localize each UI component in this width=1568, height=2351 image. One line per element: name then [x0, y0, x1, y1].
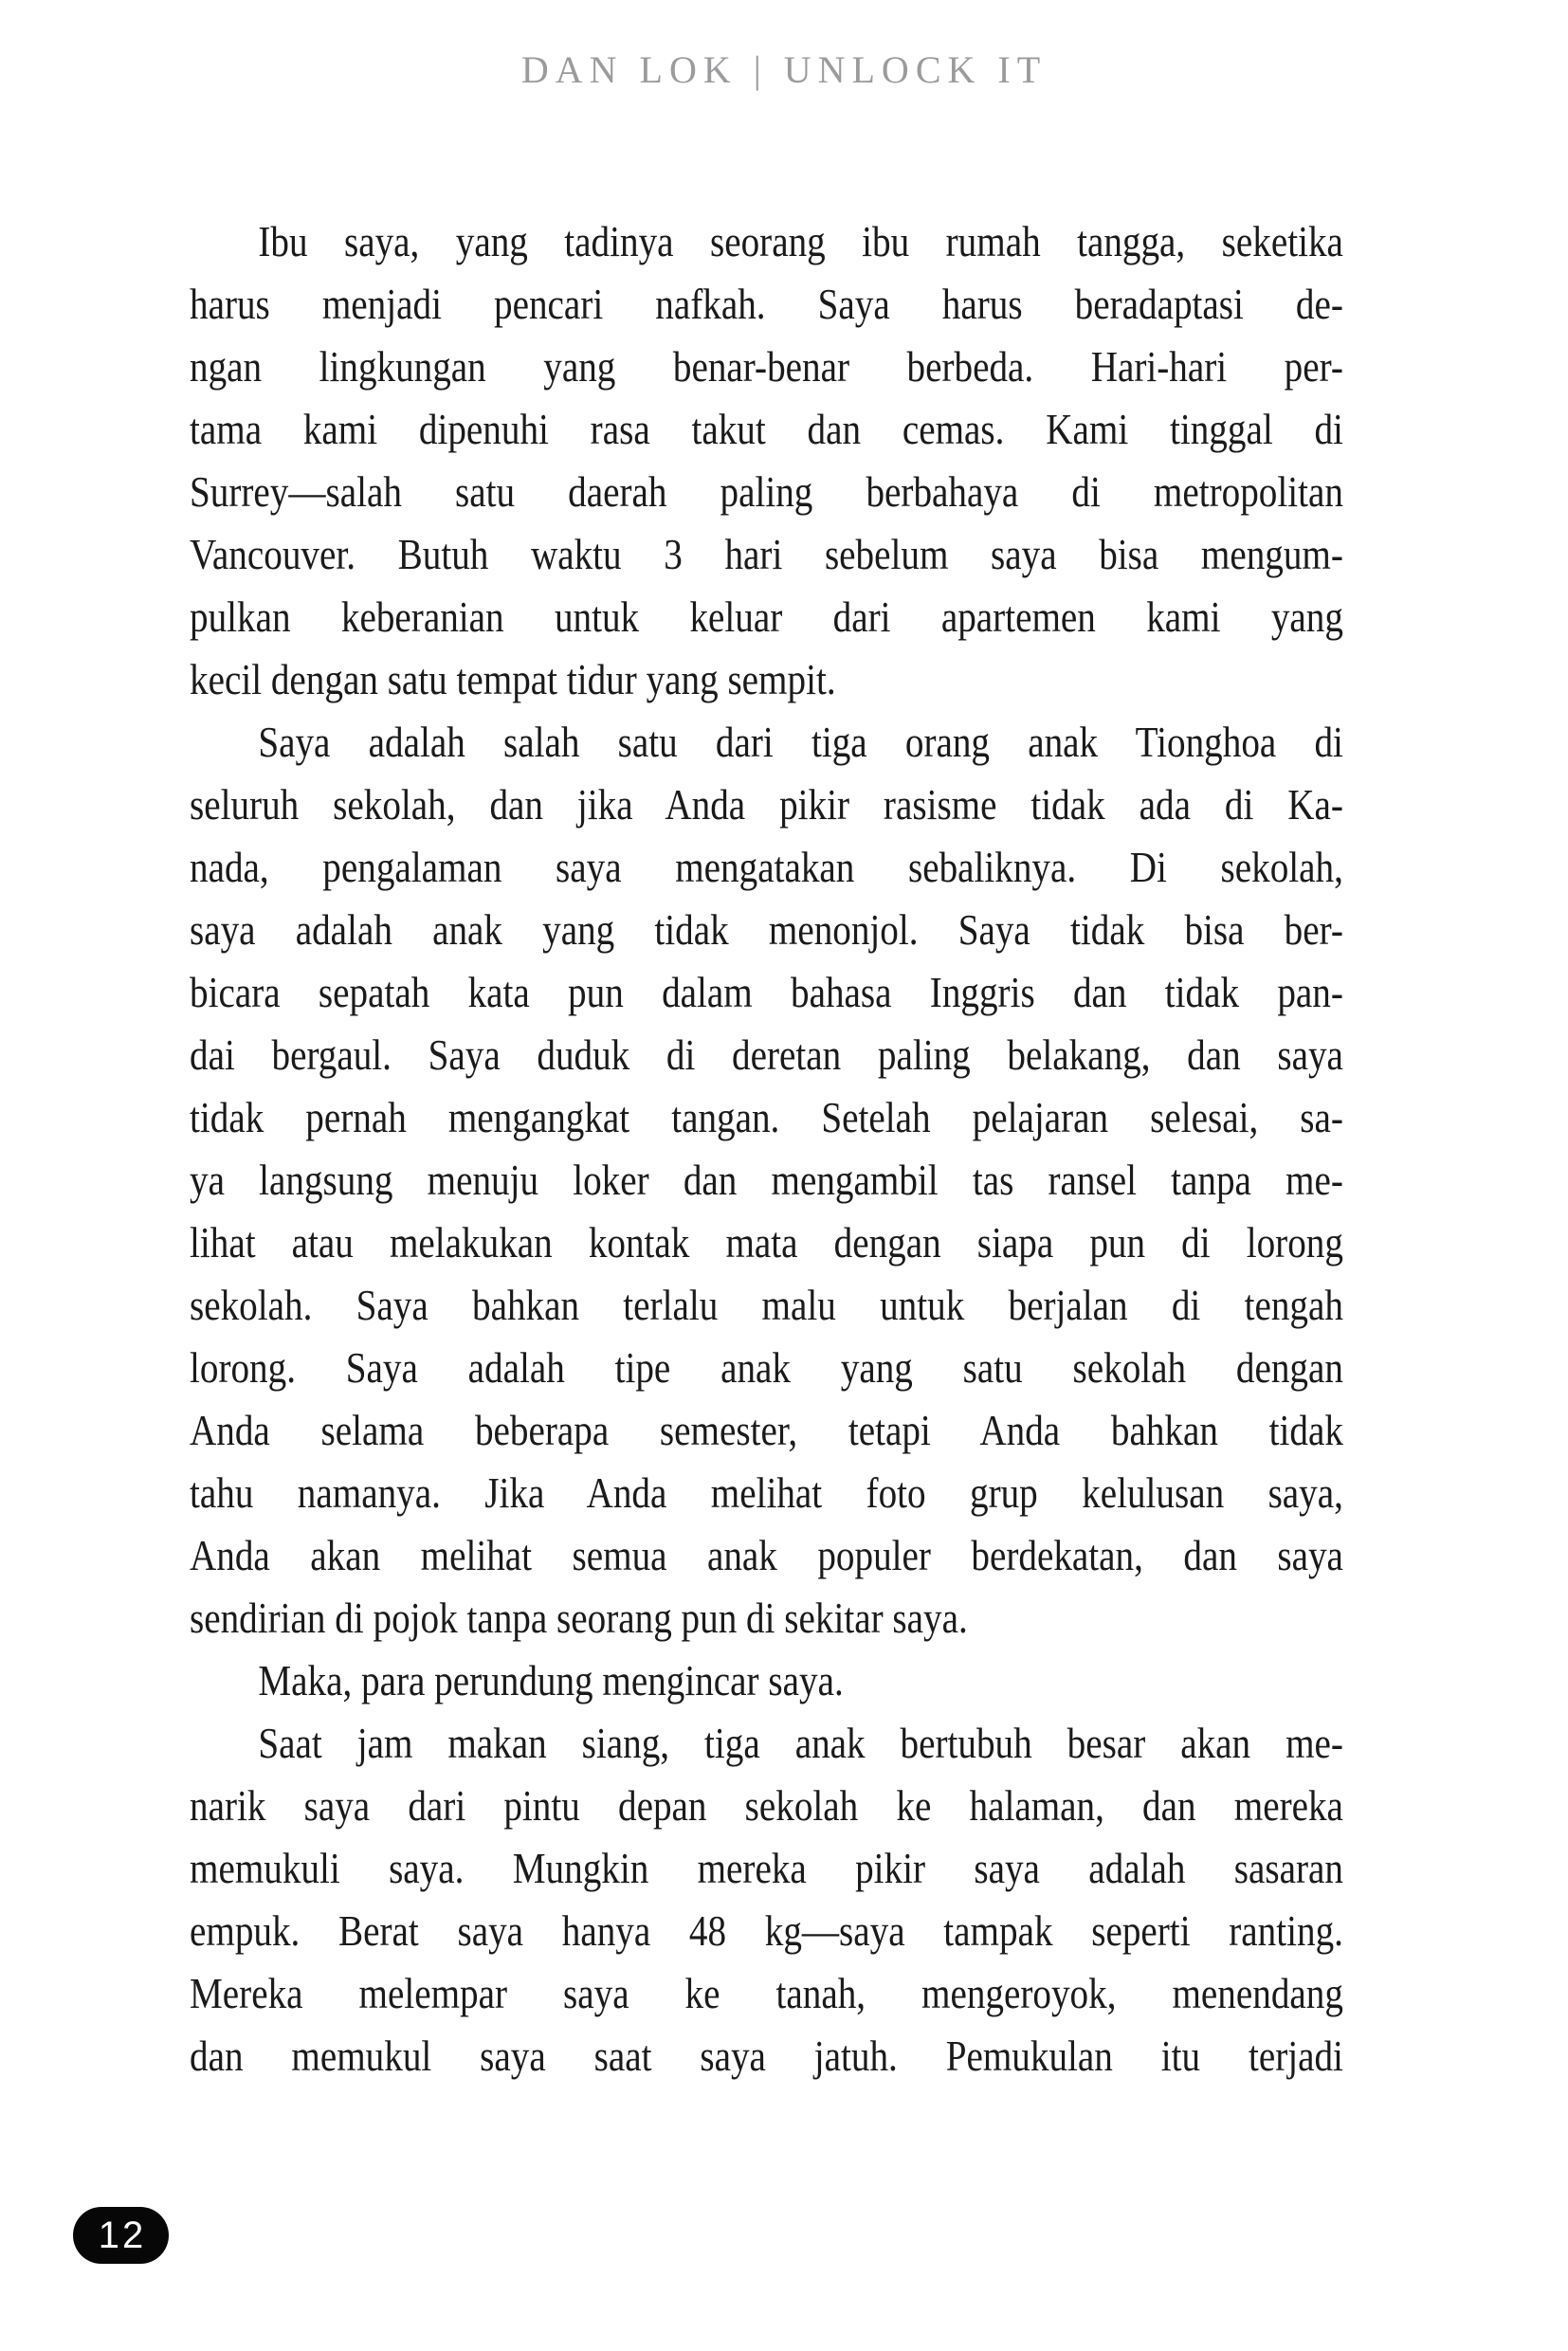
text-line: Vancouver. Butuh waktu 3 hari sebelum saya bisa mengum-: [190, 530, 1343, 578]
body-text: [190, 210, 1545, 2087]
text-line: sendirian di pojok tanpa seorang pun di sekitar saya.: [190, 1594, 968, 1642]
text-line: Anda akan melihat semua anak populer berdekatan, dan saya: [190, 1531, 1343, 1579]
text-line: bicara sepatah kata pun dalam bahasa Inggris dan tidak pan-: [190, 968, 1343, 1016]
text-line: Ibu saya, yang tadinya seorang ibu rumah tangga, seketika: [258, 217, 1343, 265]
text-line: narik saya dari pintu depan sekolah ke halaman, dan mereka: [190, 1781, 1343, 1830]
text-line: lihat atau melakukan kontak mata dengan siapa pun di lorong: [190, 1218, 1343, 1267]
text-line: ya langsung menuju loker dan mengambil tas ransel tanpa me-: [190, 1156, 1343, 1204]
text-line: Anda selama beberapa semester, tetapi Anda bahkan tidak: [190, 1406, 1343, 1454]
text-line: nada, pengalaman saya mengatakan sebaliknya. Di sekolah,: [190, 843, 1343, 891]
text-line: ngan lingkungan yang benar-benar berbeda. Hari-hari per-: [190, 342, 1343, 391]
text-line: Saat jam makan siang, tiga anak bertubuh besar akan me-: [258, 1719, 1343, 1767]
text-line: harus menjadi pencari nafkah. Saya harus beradaptasi de-: [190, 280, 1343, 328]
paragraph: [190, 711, 1545, 1649]
text-line: sekolah. Saya bahkan terlalu malu untuk berjalan di tengah: [190, 1281, 1343, 1329]
text-line: tidak pernah mengangkat tangan. Setelah pelajaran selesai, sa-: [190, 1093, 1343, 1141]
paragraph: [190, 1649, 1545, 1712]
text-line: Surrey—salah satu daerah paling berbahaya di metropolitan: [190, 467, 1343, 516]
text-line: kecil dengan satu tempat tidur yang sempit.: [190, 655, 836, 703]
text-line: lorong. Saya adalah tipe anak yang satu sekolah dengan: [190, 1343, 1343, 1392]
page-number-badge: [73, 2207, 169, 2264]
paragraph: [190, 1712, 1545, 2087]
paragraph: [190, 210, 1545, 711]
text-line: empuk. Berat saya hanya 48 kg—saya tampak seperti ranting.: [190, 1906, 1343, 1955]
text-line: dai bergaul. Saya duduk di deretan paling belakang, dan saya: [190, 1030, 1343, 1079]
text-line: Maka, para perundung mengincar saya.: [258, 1656, 844, 1704]
text-line: tahu namanya. Jika Anda melihat foto grup kelulusan saya,: [190, 1468, 1343, 1517]
text-line: saya adalah anak yang tidak menonjol. Saya tidak bisa ber-: [190, 905, 1343, 954]
text-line: seluruh sekolah, dan jika Anda pikir rasisme tidak ada di Ka-: [190, 780, 1343, 829]
text-line: Saya adalah salah satu dari tiga orang anak Tionghoa di: [258, 718, 1343, 766]
text-line: pulkan keberanian untuk keluar dari apartemen kami yang: [190, 592, 1343, 641]
running-header: DAN LOK | UNLOCK IT: [520, 48, 1048, 91]
text-line: memukuli saya. Mungkin mereka pikir saya adalah sasaran: [190, 1844, 1343, 1892]
page-number: 12: [98, 2214, 147, 2256]
text-line: tama kami dipenuhi rasa takut dan cemas. Kami tinggal di: [190, 405, 1343, 453]
text-line: Mereka melempar saya ke tanah, mengeroyok, menendang: [190, 1969, 1343, 2017]
text-line: dan memukul saya saat saya jatuh. Pemukulan itu terjadi: [190, 2032, 1343, 2080]
